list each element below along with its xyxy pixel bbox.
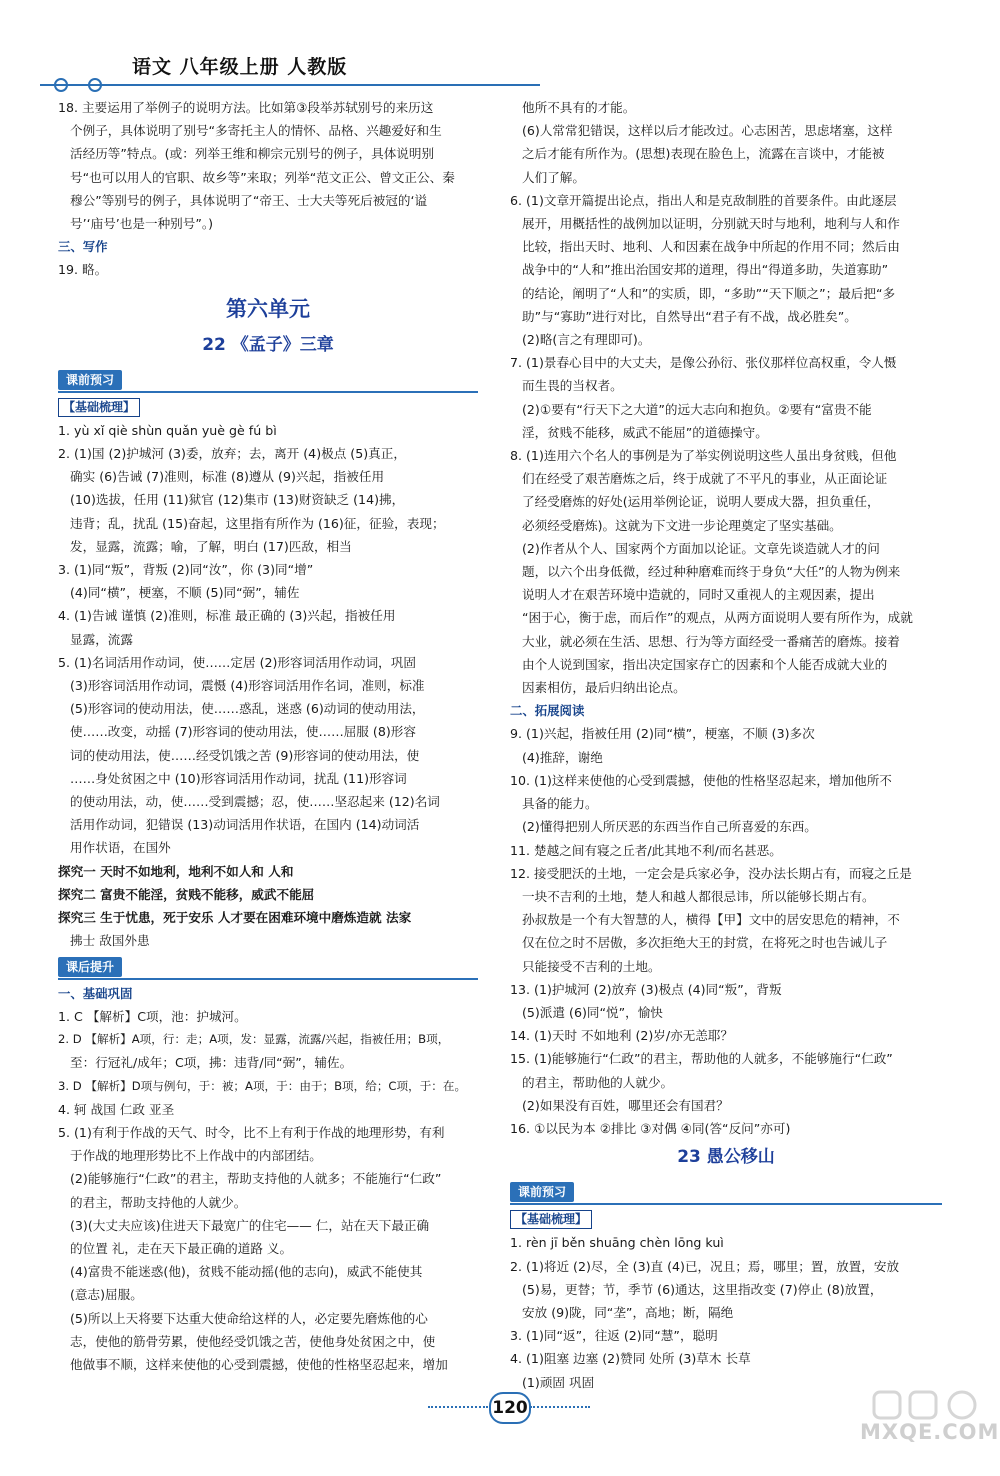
- text-line: (3)形容词活用作动词，震慑 (4)形容词活用作名词，准则，标准: [70, 678, 425, 694]
- text-line: 3. (1)同“叛”，背叛 (2)同“汝”，你 (3)同“增”: [58, 562, 314, 578]
- text-line: 4. 轲 战国 仁政 亚圣: [58, 1101, 175, 1117]
- text-line: 人们了解。: [522, 169, 585, 185]
- text-line: 显露，流露: [70, 631, 133, 647]
- text-line: (2)略(言之有理即可)。: [522, 332, 651, 348]
- text-line: 的君主，帮助他的人就少。: [522, 1074, 674, 1090]
- section-tag-rule: [58, 391, 478, 393]
- text-line: 词的使动用法，使……经受饥饿之苦 (9)形容词的使动用法，使: [70, 747, 420, 763]
- text-line: 4. (1)告诫 谨慎 (2)准则，标准 最正确的 (3)兴起，指被任用: [58, 608, 396, 624]
- text-line: 的君主，帮助支持他的人就少。: [70, 1194, 247, 1210]
- section-tag-rule: [510, 1203, 942, 1205]
- text-line: 助”与“寡助”进行对比，自然导出“君子有不战，战必胜矣”。: [522, 308, 857, 324]
- page-number: 120: [489, 1392, 531, 1424]
- section-heading-consolidate: 一、基础巩固: [58, 985, 133, 1001]
- text-line: 他做事不顺，这样来使他的心受到震撼，使他的性格坚忍起来，增加: [70, 1356, 448, 1372]
- text-line: 战争中的“人和”推出治国安邦的道理，得出“得道多助，失道寡助”: [522, 262, 889, 278]
- text-line: 一块不吉利的土地，楚人和越人都很忌讳，所以能够长期占有。: [522, 888, 875, 904]
- text-line: 因素相仿，最后归纳出论点。: [522, 680, 686, 696]
- text-line: 活经历等”特点。(或：列举王维和柳宗元别号的例子，具体说明别: [70, 146, 435, 162]
- text-line: 14. (1)天时 不如地利 (2)岁/亦无恙耶？: [510, 1028, 734, 1044]
- text-line: 号’‘庙号’也是一种别号”。): [70, 216, 214, 232]
- watermark-text: MXQE.COM: [860, 1420, 1000, 1444]
- text-line: 具备的能力。: [522, 796, 598, 812]
- text-line: (2)作者从个人、国家两个方面加以论证。文章先谈造就人才的问: [522, 540, 880, 556]
- extend-answers: [510, 722, 942, 1140]
- text-line: (5)派遣 (6)同“悦”，愉快: [522, 1004, 663, 1020]
- text-line: 大业，就必须在生活、思想、行为等方面经受一番痛苦的磨炼。接着: [522, 633, 900, 649]
- text-line: 4. (1)阻塞 边塞 (2)赞同 处所 (3)草木 长草: [510, 1351, 751, 1367]
- text-line: 1. rèn jī běn shuāng chèn lōng kuì: [510, 1235, 724, 1251]
- text-line: ……身处贫困之中 (10)形容词活用作动词，扰乱 (11)形容词: [70, 770, 407, 786]
- section-tag-preview: 课前预习: [58, 370, 122, 390]
- page-footer: [0, 1378, 1000, 1438]
- text-line: (5)易，更替；节，季节 (6)通达，这里指改变 (7)停止 (8)放置，: [522, 1281, 883, 1297]
- text-line: 确实 (6)告诫 (7)准则，标准 (8)遵从 (9)兴起，指被任用: [70, 469, 385, 485]
- book-title: 语文 八年级上册 人教版: [132, 56, 348, 78]
- text-line: 2. (1)国 (2)护城河 (3)委，放弃；去，离开 (4)极点 (5)真正，: [58, 446, 406, 462]
- text-line: 15. (1)能够施行“仁政”的君主，帮助他的人就多，不能够施行“仁政”: [510, 1051, 893, 1067]
- text-line: 必须经受磨炼)。这就为下文进一步论理奠定了坚实基础。: [522, 517, 842, 533]
- q18-answer: [58, 96, 478, 235]
- text-line: 了经受磨炼的好处(运用举例论证，说明人要成大器，担负重任，: [522, 494, 880, 510]
- text-line: (5)形容词的使动用法，使……惑乱，迷惑 (6)动词的使动用法，: [70, 701, 425, 717]
- text-line: 2. (1)将近 (2)尽，全 (3)直 (4)已，况且；焉，哪里；置，放置，安放: [510, 1258, 900, 1274]
- text-line: 10. (1)这样来使他的心受到震撼，使他的性格坚忍起来，增加他所不: [510, 772, 892, 788]
- text-line: 孙叔敖是一个有大智慧的人，横得【甲】文中的居安思危的精神，不: [522, 912, 900, 928]
- text-line: 拂士 敌国外患: [70, 933, 150, 949]
- text-line: 活用作动词，犯错误 (13)动词活用作状语，在国内 (14)动词活: [70, 817, 420, 833]
- text-line: 只能接受不吉利的土地。: [522, 958, 661, 974]
- text-line: 的位置 礼，走在天下最正确的道路 义。: [70, 1240, 293, 1256]
- text-line: 11. 楚越之间有寝之丘者/此其地不利/而名甚恶。: [510, 842, 782, 858]
- lesson-title-22: 22 《孟子》三章: [202, 334, 334, 355]
- text-line: (2)①要有“行天下之大道”的远大志向和抱负。②要有“富贵不能: [522, 401, 872, 417]
- continued-answers: [510, 96, 942, 699]
- section-tag-after-class: 课后提升: [58, 957, 122, 977]
- text-line: 之后才能有所作为。(思想)表现在脸色上，流露在言谈中，才能被: [522, 146, 885, 162]
- lesson-title-23: 23 愚公移山: [677, 1147, 775, 1168]
- header-rule: [40, 84, 540, 86]
- preview-answers: [58, 419, 478, 953]
- text-line: 3. (1)同“返”，往返 (2)同“慧”，聪明: [510, 1328, 718, 1344]
- watermark-logo-icon: [870, 1388, 980, 1422]
- section-heading-writing: 三、写作: [58, 239, 108, 255]
- text-line: (5)所以上天将要下达重大使命给这样的人，必定要先磨炼他的心: [70, 1310, 428, 1326]
- subsection-basic: 【基础梳理】: [58, 398, 140, 417]
- text-line: 至：行冠礼/成年；C项，拂：违背/同“弼”，辅佐。: [70, 1055, 353, 1071]
- after-class-answers: [58, 1005, 478, 1376]
- text-line: 1. C 【解析】C项，池：护城河。: [58, 1008, 247, 1024]
- text-line: 7. (1)景春心目中的大丈夫，是像公孙衍、张仪那样位高权重，令人慑: [510, 355, 897, 371]
- text-line: (3)(大丈夫应该)住进天下最宽广的住宅—— 仁，站在天下最正确: [70, 1217, 430, 1233]
- text-line: 9. (1)兴起，指被任用 (2)同“横”，梗塞，不顺 (3)多次: [510, 726, 815, 742]
- text-line: 用作状语，在国外: [70, 840, 171, 856]
- subsection-basic: 【基础梳理】: [510, 1210, 592, 1229]
- text-line: 使……改变，动摇 (7)形容词的使动用法，使……屈服 (8)形容: [70, 724, 416, 740]
- text-line: (1)顽固 巩固: [522, 1374, 595, 1390]
- page-header: [0, 0, 1000, 96]
- text-line: 穆公”等别号的例子，具体说明了“帝王、士大夫等死后被冠的‘谥: [70, 192, 428, 208]
- text-line: 展开，用概括性的战例加以证明，分别就天时与地利，地利与人和作: [522, 216, 900, 232]
- text-line: 们在经受了艰苦磨炼之后，终于成就了不平凡的事业，从正面论证: [522, 471, 888, 487]
- text-line: 3. D 【解析】D项与例句，于：被；A项，于：由于；B项，给；C项，于：在。: [58, 1078, 467, 1093]
- text-line: 他所不具有的才能。: [522, 100, 636, 115]
- left-column: [58, 96, 478, 1376]
- text-line: 淫，贫贱不能移，威武不能屈”的道德操守。: [522, 424, 768, 440]
- text-line: “困于心，衡于虑，而后作”的观点，从两方面说明人要有所作为，成就: [522, 610, 913, 626]
- footer-decor-line: [428, 1406, 488, 1408]
- q19-answer: 19. 略。: [58, 262, 108, 278]
- text-line: 安放 (9)陇，同“垄”，高地；断，隔绝: [522, 1304, 734, 1320]
- text-line: (4)同“横”，梗塞，不顺 (5)同“弼”，辅佐: [70, 585, 300, 601]
- text-line: (10)选拔，任用 (11)狱官 (12)集市 (13)财资缺乏 (14)拂，: [70, 492, 405, 508]
- right-column: [510, 96, 942, 1394]
- text-line: 的使动用法，动，使……受到震撼；忍，使……坚忍起来 (12)名词: [70, 794, 440, 810]
- text-line: (2)能够施行“仁政”的君主，帮助支持他的人就多；不能施行“仁政”: [70, 1171, 442, 1187]
- text-line: 探究二 富贵不能淫，贫贱不能移，威武不能屈: [58, 886, 315, 902]
- text-line: 个例子，具体说明了别号“多寄托主人的情怀、品格、兴趣爱好和生: [70, 123, 442, 139]
- text-line: 比较，指出天时、地利、人和因素在战争中所起的作用不同；然后由: [522, 239, 900, 255]
- text-line: 题，以六个出身低微，经过种种磨难而终于身负“大任”的人物为例来: [522, 564, 901, 580]
- section-tag-rule: [58, 978, 478, 980]
- text-line: 8. (1)连用六个名人的事例是为了举实例说明这些人虽出身贫贱，但他: [510, 448, 897, 464]
- text-line: 16. ①以民为本 ②排比 ③对偶 ④同(答“反问”亦可): [510, 1120, 791, 1136]
- text-line: (2)如果没有百姓，哪里还会有国君？: [522, 1097, 729, 1113]
- text-line: 18. 主要运用了举例子的说明方法。比如第③段举苏轼别号的来历这: [58, 100, 434, 115]
- footer-decor-line: [530, 1406, 590, 1408]
- text-line: 违背；乱，扰乱 (15)奋起，这里指有所作为 (16)征，征验，表现；: [70, 515, 445, 531]
- text-line: 探究一 天时不如地利，地利不如人和 人和: [58, 863, 294, 879]
- text-line: 号“也可以用人的官职、故乡等”来取；列举“范文正公、曾文正公、秦: [70, 169, 455, 185]
- text-line: 于作战的地理形势比不上作战中的内部团结。: [70, 1148, 322, 1164]
- text-line: 探究三 生于忧患，死于安乐 人才要在困难环境中磨炼造就 法家: [58, 910, 412, 926]
- text-line: 志，使他的筋骨劳累，使他经受饥饿之苦，使他身处贫困之中，使: [70, 1333, 436, 1349]
- text-line: 13. (1)护城河 (2)放弃 (3)极点 (4)同“叛”，背叛: [510, 981, 782, 997]
- text-line: 而生畏的当权者。: [522, 378, 623, 394]
- lesson23-preview-answers: [510, 1231, 942, 1393]
- section-tag-preview: 课前预习: [510, 1182, 574, 1202]
- text-line: 2. D 【解析】A项，行：走；A项，发：显露，流露/兴起，指被任用；B项，: [58, 1032, 450, 1047]
- text-line: 说明人才在艰苦环境中造就的，同时又重视人的主观因素，提出: [522, 587, 875, 603]
- text-line: 5. (1)名词活用作动词，使……定居 (2)形容词活用作动词，巩固: [58, 654, 416, 670]
- text-line: 1. yù xǐ qiè shùn quǎn yuè gè fú bì: [58, 422, 277, 438]
- text-line: 仅在位之时不居傲，多次拒绝大王的封赏，在将死之时也告诫儿子: [522, 935, 888, 951]
- text-line: 5. (1)有利于作战的天气、时令，比不上有利于作战的地理形势，有利: [58, 1124, 445, 1140]
- text-line: 12. 接受肥沃的土地，一定会是兵家必争，没办法长期占有，而寝之丘是: [510, 865, 912, 881]
- section-heading-extend: 二、拓展阅读: [510, 703, 585, 719]
- text-line: 6. (1)文章开篇提出论点，指出人和是克敌制胜的首要条件。由此逐层: [510, 192, 897, 208]
- text-line: 的结论，阐明了“人和”的实质，即，“多助”“天下顺之”；最后把“多: [522, 285, 896, 301]
- text-line: (2)懂得把别人所厌恶的东西当作自己所喜爱的东西。: [522, 819, 817, 835]
- text-line: (6)人常常犯错误，这样以后才能改过。心志困苦，思虑堵塞，这样: [522, 123, 893, 139]
- unit-title: 第六单元: [226, 296, 310, 321]
- text-line: 由个人说到国家，指出决定国家存亡的因素和个人能否成就大业的: [522, 656, 888, 672]
- text-line: (4)富贵不能迷惑(他)，贫贱不能动摇(他的志向)，威武不能使其: [70, 1264, 423, 1280]
- text-line: (4)推辞，谢绝: [522, 749, 603, 765]
- text-line: (意志)屈服。: [70, 1287, 143, 1303]
- text-line: 发，显露，流露；喻，了解，明白 (17)匹敌，相当: [70, 538, 352, 554]
